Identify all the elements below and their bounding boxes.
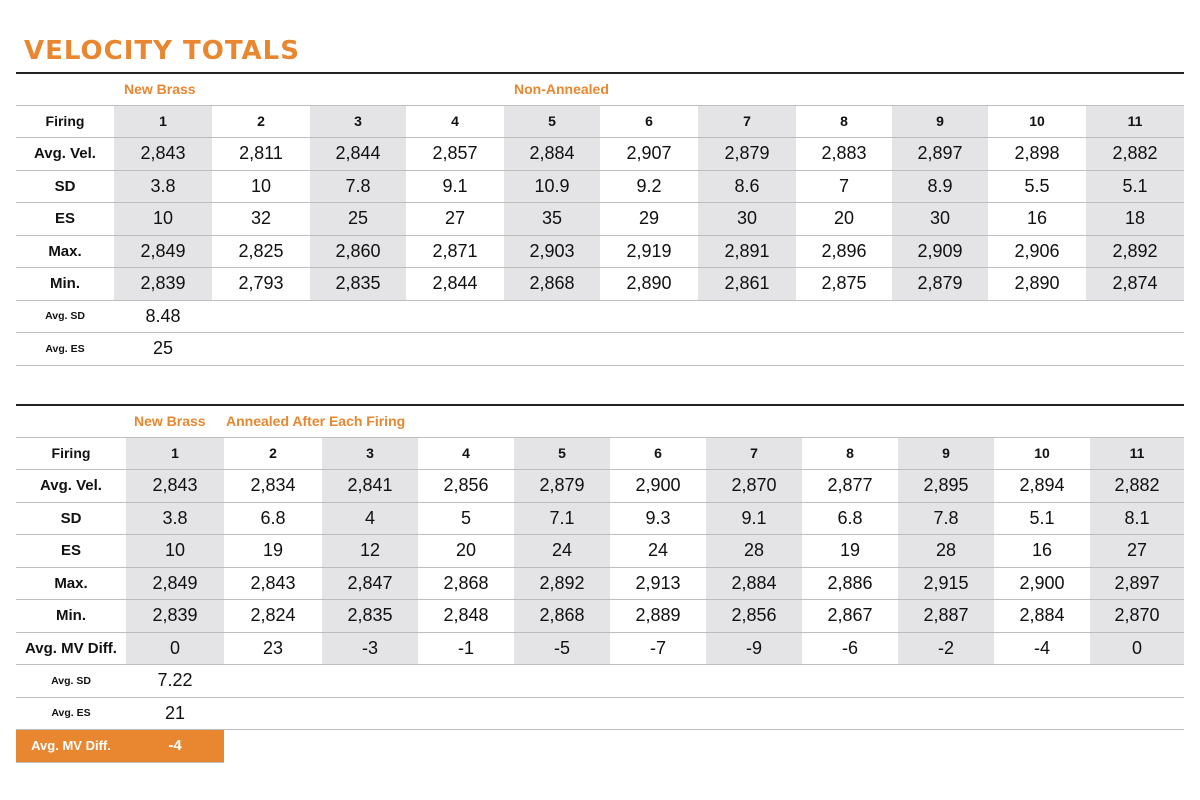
summary-value: 25 [114, 333, 212, 366]
firing-number: 3 [310, 105, 406, 138]
data-cell: 9.1 [406, 170, 504, 203]
data-cell: 5 [418, 502, 514, 535]
firing-number: 8 [796, 105, 892, 138]
non-annealed-table [16, 72, 1184, 366]
firing-number: 11 [1090, 437, 1184, 470]
data-cell: 18 [1086, 203, 1184, 236]
data-cell: 2,811 [212, 138, 310, 171]
data-cell: 10 [126, 535, 224, 568]
empty-cell [212, 333, 1184, 366]
data-cell: 2,868 [418, 567, 514, 600]
row-label: Avg. MV Diff. [16, 632, 126, 665]
data-cell: 5.5 [988, 170, 1086, 203]
firing-header-row [16, 105, 1184, 138]
data-cell: 2,894 [994, 470, 1090, 503]
row-label: Min. [16, 600, 126, 633]
data-row [16, 567, 1184, 600]
row-label: ES [16, 203, 114, 236]
data-cell: 0 [1090, 632, 1184, 665]
summary-row [16, 730, 1184, 763]
firing-number: 7 [698, 105, 796, 138]
summary-label: Avg. MV Diff. [16, 730, 126, 763]
data-cell: -2 [898, 632, 994, 665]
data-cell: 2,884 [504, 138, 600, 171]
empty-cell [224, 665, 1184, 698]
row-label: Max. [16, 567, 126, 600]
data-cell: 4 [322, 502, 418, 535]
data-cell: 7.8 [310, 170, 406, 203]
data-cell: 2,907 [600, 138, 698, 171]
row-label: Max. [16, 235, 114, 268]
data-cell: 0 [126, 632, 224, 665]
data-cell: 19 [224, 535, 322, 568]
data-cell: -7 [610, 632, 706, 665]
data-row [16, 203, 1184, 236]
section-label-new-brass: New Brass [126, 405, 224, 437]
summary-label: Avg. ES [16, 697, 126, 730]
data-cell: 2,856 [418, 470, 514, 503]
summary-row [16, 697, 1184, 730]
firing-number: 3 [322, 437, 418, 470]
data-cell: 2,882 [1090, 470, 1184, 503]
annealed-table [16, 404, 1184, 763]
data-cell: 2,834 [224, 470, 322, 503]
empty-cell [224, 697, 1184, 730]
data-row [16, 235, 1184, 268]
data-cell: 35 [504, 203, 600, 236]
data-cell: 10 [114, 203, 212, 236]
data-cell: 2,867 [802, 600, 898, 633]
firing-number: 2 [224, 437, 322, 470]
data-cell: 2,843 [224, 567, 322, 600]
firing-label: Firing [16, 105, 114, 138]
data-cell: 2,839 [114, 268, 212, 301]
data-cell: 32 [212, 203, 310, 236]
data-cell: 2,847 [322, 567, 418, 600]
row-label: SD [16, 502, 126, 535]
data-cell: 2,900 [610, 470, 706, 503]
data-row [16, 600, 1184, 633]
firing-number: 6 [610, 437, 706, 470]
data-row [16, 470, 1184, 503]
data-cell: 10.9 [504, 170, 600, 203]
data-cell: 30 [698, 203, 796, 236]
data-cell: 23 [224, 632, 322, 665]
data-cell: 28 [706, 535, 802, 568]
firing-number: 1 [114, 105, 212, 138]
data-cell: -5 [514, 632, 610, 665]
data-cell: 9.3 [610, 502, 706, 535]
firing-number: 4 [406, 105, 504, 138]
data-cell: 28 [898, 535, 994, 568]
data-cell: 2,877 [802, 470, 898, 503]
data-cell: 2,871 [406, 235, 504, 268]
data-cell: 12 [322, 535, 418, 568]
data-cell: 2,884 [994, 600, 1090, 633]
data-cell: -9 [706, 632, 802, 665]
firing-number: 6 [600, 105, 698, 138]
data-cell: 2,844 [406, 268, 504, 301]
data-cell: 29 [600, 203, 698, 236]
firing-number: 4 [418, 437, 514, 470]
data-cell: 2,892 [1086, 235, 1184, 268]
data-cell: 2,843 [126, 470, 224, 503]
data-cell: 2,889 [610, 600, 706, 633]
data-cell: 7 [796, 170, 892, 203]
data-cell: 3.8 [114, 170, 212, 203]
data-cell: 2,874 [1086, 268, 1184, 301]
data-cell: 2,843 [114, 138, 212, 171]
empty-cell [212, 300, 1184, 333]
summary-value: 7.22 [126, 665, 224, 698]
data-cell: 2,890 [988, 268, 1086, 301]
section-label-annealed: Annealed After Each Firing [224, 405, 514, 437]
data-cell: 2,848 [418, 600, 514, 633]
summary-label: Avg. SD [16, 665, 126, 698]
data-cell: 7.1 [514, 502, 610, 535]
data-cell: -4 [994, 632, 1090, 665]
data-cell: 2,793 [212, 268, 310, 301]
row-label: SD [16, 170, 114, 203]
data-cell: 2,868 [504, 268, 600, 301]
firing-number: 7 [706, 437, 802, 470]
data-row [16, 268, 1184, 301]
firing-number: 9 [898, 437, 994, 470]
data-cell: 2,884 [706, 567, 802, 600]
summary-label: Avg. SD [16, 300, 114, 333]
data-cell: 27 [1090, 535, 1184, 568]
data-cell: 20 [418, 535, 514, 568]
data-cell: 2,861 [698, 268, 796, 301]
data-cell: 2,915 [898, 567, 994, 600]
summary-value: 8.48 [114, 300, 212, 333]
data-cell: 7.8 [898, 502, 994, 535]
data-cell: 2,870 [1090, 600, 1184, 633]
data-cell: 2,895 [898, 470, 994, 503]
data-cell: 2,825 [212, 235, 310, 268]
data-cell: 2,856 [706, 600, 802, 633]
data-cell: 2,891 [698, 235, 796, 268]
firing-number: 8 [802, 437, 898, 470]
data-cell: 24 [610, 535, 706, 568]
data-cell: 2,841 [322, 470, 418, 503]
firing-number: 2 [212, 105, 310, 138]
data-cell: 6.8 [224, 502, 322, 535]
data-row [16, 535, 1184, 568]
data-cell: 2,890 [600, 268, 698, 301]
data-cell: 2,900 [994, 567, 1090, 600]
data-cell: 2,879 [698, 138, 796, 171]
summary-value: 21 [126, 697, 224, 730]
data-cell: 2,839 [126, 600, 224, 633]
firing-number: 5 [514, 437, 610, 470]
data-cell: 25 [310, 203, 406, 236]
firing-number: 11 [1086, 105, 1184, 138]
data-cell: 2,903 [504, 235, 600, 268]
data-cell: 2,883 [796, 138, 892, 171]
summary-label: Avg. ES [16, 333, 114, 366]
row-label: Min. [16, 268, 114, 301]
section-header-row [16, 73, 1184, 105]
row-label: Avg. Vel. [16, 138, 114, 171]
data-cell: 2,844 [310, 138, 406, 171]
data-cell: 16 [994, 535, 1090, 568]
summary-value: -4 [126, 730, 224, 763]
data-cell: -3 [322, 632, 418, 665]
data-cell: 9.2 [600, 170, 698, 203]
data-cell: 24 [514, 535, 610, 568]
data-cell: 2,824 [224, 600, 322, 633]
data-cell: 2,919 [600, 235, 698, 268]
firing-number: 10 [994, 437, 1090, 470]
data-cell: 6.8 [802, 502, 898, 535]
data-cell: 2,882 [1086, 138, 1184, 171]
firing-number: 10 [988, 105, 1086, 138]
data-cell: 20 [796, 203, 892, 236]
section-label-new-brass: New Brass [114, 73, 212, 105]
firing-number: 9 [892, 105, 988, 138]
data-cell: 2,906 [988, 235, 1086, 268]
data-row [16, 632, 1184, 665]
data-cell: 5.1 [994, 502, 1090, 535]
data-cell: 2,897 [1090, 567, 1184, 600]
data-cell: 2,897 [892, 138, 988, 171]
firing-label: Firing [16, 437, 126, 470]
row-label: Avg. Vel. [16, 470, 126, 503]
data-cell: 2,849 [126, 567, 224, 600]
data-cell: 2,896 [796, 235, 892, 268]
data-cell: 2,835 [322, 600, 418, 633]
data-cell: 2,879 [514, 470, 610, 503]
data-row [16, 502, 1184, 535]
empty-cell [16, 73, 114, 105]
summary-row [16, 665, 1184, 698]
data-cell: 8.6 [698, 170, 796, 203]
data-cell: 2,870 [706, 470, 802, 503]
firing-number: 5 [504, 105, 600, 138]
data-row [16, 138, 1184, 171]
page-title: VELOCITY TOTALS [24, 36, 300, 66]
data-row [16, 170, 1184, 203]
data-cell: 2,875 [796, 268, 892, 301]
data-cell: 2,849 [114, 235, 212, 268]
data-cell: 2,898 [988, 138, 1086, 171]
data-cell: 2,892 [514, 567, 610, 600]
data-cell: 2,879 [892, 268, 988, 301]
data-cell: 5.1 [1086, 170, 1184, 203]
data-cell: 27 [406, 203, 504, 236]
data-cell: 8.1 [1090, 502, 1184, 535]
row-label: ES [16, 535, 126, 568]
data-cell: 2,886 [802, 567, 898, 600]
data-cell: 8.9 [892, 170, 988, 203]
summary-row [16, 300, 1184, 333]
summary-row [16, 333, 1184, 366]
data-cell: -1 [418, 632, 514, 665]
data-cell: -6 [802, 632, 898, 665]
data-cell: 9.1 [706, 502, 802, 535]
data-cell: 2,909 [892, 235, 988, 268]
data-cell: 2,835 [310, 268, 406, 301]
data-cell: 19 [802, 535, 898, 568]
data-cell: 2,857 [406, 138, 504, 171]
data-cell: 2,860 [310, 235, 406, 268]
data-cell: 2,913 [610, 567, 706, 600]
section-label-non-annealed: Non-Annealed [504, 73, 600, 105]
data-cell: 16 [988, 203, 1086, 236]
firing-header-row [16, 437, 1184, 470]
data-cell: 30 [892, 203, 988, 236]
data-cell: 2,868 [514, 600, 610, 633]
data-cell: 3.8 [126, 502, 224, 535]
empty-cell [224, 730, 1184, 763]
empty-cell [16, 405, 126, 437]
section-header-row [16, 405, 1184, 437]
firing-number: 1 [126, 437, 224, 470]
data-cell: 2,887 [898, 600, 994, 633]
data-cell: 10 [212, 170, 310, 203]
